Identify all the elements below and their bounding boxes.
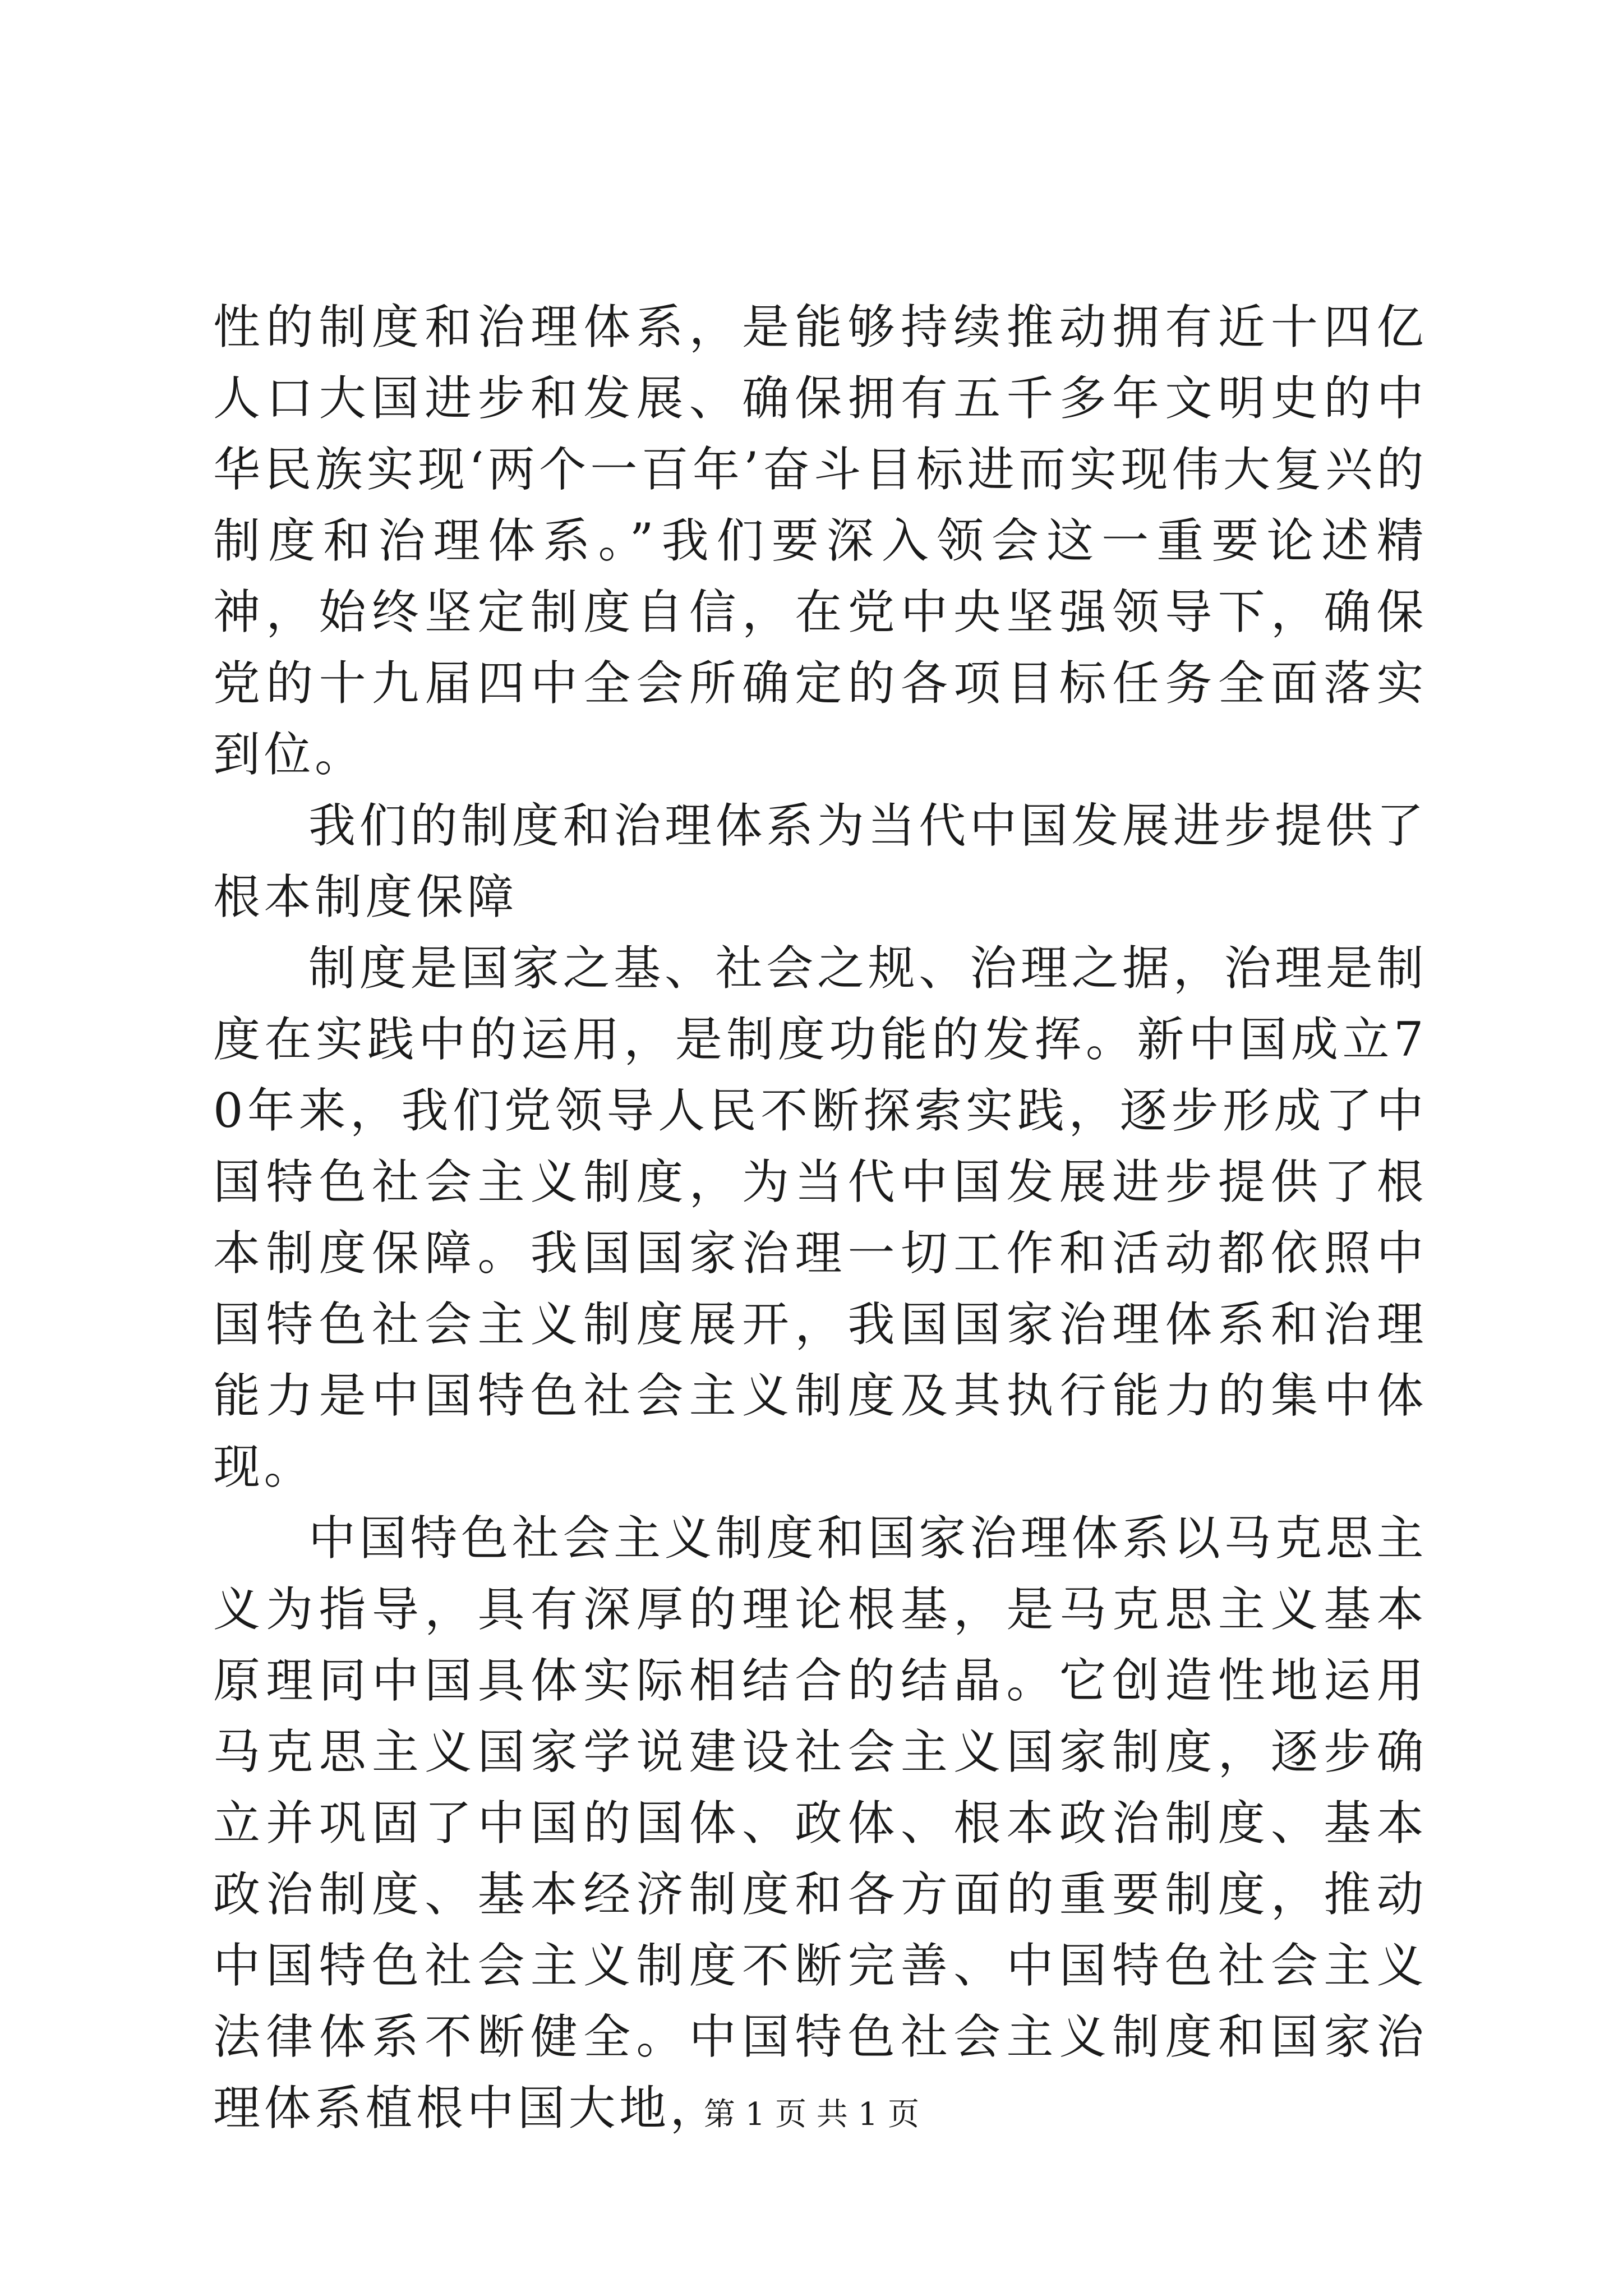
page-number-label: 第 1 页 共 1 页	[703, 2096, 920, 2133]
paragraph-2-heading: 我们的制度和治理体系为当代中国发展进步提供了根本制度保障	[213, 798, 1427, 924]
paragraph-3: 制度是国家之基、社会之规、治理之据，治理是制度在实践中的运用，是制度功能的发挥。新中国成立70年来，我们党领导人民不断探索实践，逐步形成了中国特色社会主义制度，为当代中国发展进步提供了根本制度保障。我国国家治理一切工作和活动都依照中国特色社会主义制度展开，我国国家治理体系和治理能力是中国特色社会主义制度及其执行能力的集中体现。	[213, 941, 1427, 1494]
paragraph-1: 性的制度和治理体系，是能够持续推动拥有近十四亿人口大国进步和发展、确保拥有五千多年文明史的中华民族实现‘两个一百年’奋斗目标进而实现伟大复兴的制度和治理体系。”我们要深入领会这一重要论述精神，始终坚定制度自信，在党中央坚强领导下，确保党的十九届四中全会所确定的各项目标任务全面落实到位。	[213, 300, 1427, 782]
document-body	[213, 292, 1427, 2144]
page-footer	[0, 2095, 1623, 2134]
paragraph-4: 中国特色社会主义制度和国家治理体系以马克思主义为指导，具有深厚的理论根基，是马克思主义基本原理同中国具体实际相结合的结晶。它创造性地运用马克思主义国家学说建设社会主义国家制度，逐步确立并巩固了中国的国体、政体、根本政治制度、基本政治制度、基本经济制度和各方面的重要制度，推动中国特色社会主义制度不断完善、中国特色社会主义法律体系不断健全。中国特色社会主义制度和国家治理体系植根中国大地，	[213, 1511, 1427, 2136]
